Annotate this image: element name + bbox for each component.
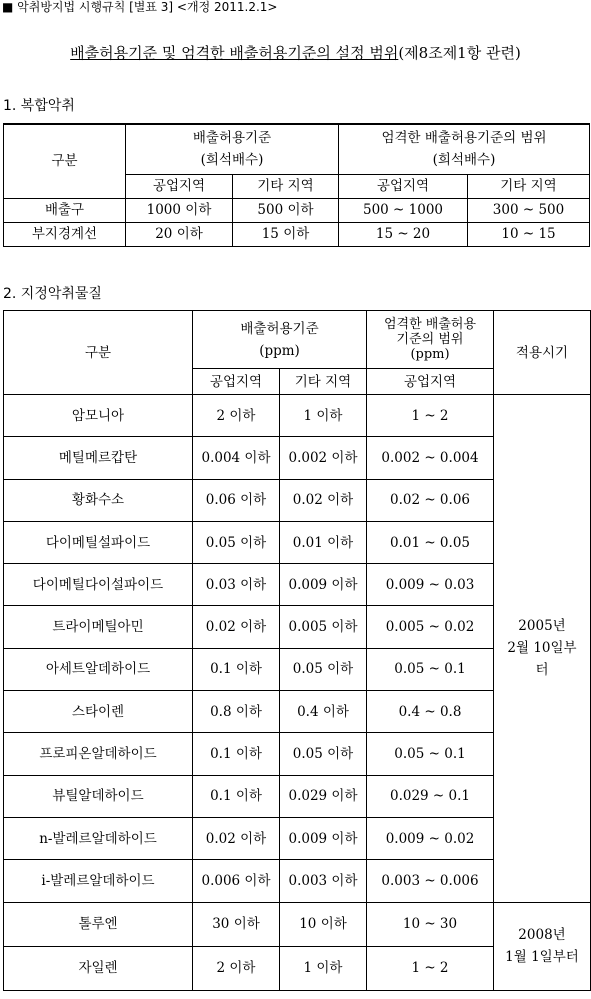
header-standard — [193, 311, 367, 369]
document-title — [0, 42, 591, 63]
table-cell: 암모니아 — [4, 395, 193, 437]
table-cell: 0.4 ~ 0.8 — [367, 691, 494, 733]
table-cell: 10 ~ 15 — [468, 222, 590, 246]
table-cell: 0.005 ~ 0.02 — [367, 606, 494, 648]
table-cell: 10 ~ 30 — [367, 902, 494, 946]
sub-other: 기타 지역 — [233, 174, 339, 198]
table-cell: 다이메틸다이설파이드 — [4, 564, 193, 606]
table-cell: 0.01 이하 — [280, 521, 367, 563]
table-cell: 15 ~ 20 — [339, 222, 468, 246]
cell-line: (희석배수) — [432, 152, 496, 169]
table-cell: 0.009 이하 — [280, 564, 367, 606]
table-cell: 0.05 ~ 0.1 — [367, 648, 494, 690]
table-cell: 2 이하 — [193, 395, 280, 437]
table-cell: 1 이하 — [280, 395, 367, 437]
apply-period-2005 — [494, 395, 591, 903]
title-reference: (제8조제1항 관련) — [398, 44, 521, 62]
table-cell: 300 ~ 500 — [468, 198, 590, 222]
section-1-heading: 1. 복합악취 — [3, 98, 75, 114]
table-cell: 메틸메르캅탄 — [4, 437, 193, 479]
header-standard — [126, 124, 339, 174]
table-cell: 배출구 — [4, 198, 126, 222]
table-cell: 0.1 이하 — [193, 648, 280, 690]
cell-line: 터 — [535, 662, 549, 679]
table-cell: 2 이하 — [193, 946, 280, 990]
document-header: ■ 악취방지법 시행규칙 [별표 3] <개정 2011.2.1> — [2, 0, 278, 14]
composite-odor-table — [3, 123, 590, 247]
table-cell: 0.006 이하 — [193, 860, 280, 902]
cell-line: (ppm) — [259, 342, 300, 359]
table-row — [4, 222, 590, 246]
table-cell: 0.05 이하 — [280, 648, 367, 690]
cell-line: 기준의 범위 — [396, 332, 464, 347]
table-cell: 0.009 ~ 0.03 — [367, 564, 494, 606]
sub-other: 기타 지역 — [468, 174, 590, 198]
table-cell: 0.02 이하 — [193, 606, 280, 648]
table-cell: 0.003 ~ 0.006 — [367, 860, 494, 902]
table-cell: 부지경계선 — [4, 222, 126, 246]
table-cell: 0.009 이하 — [280, 817, 367, 859]
sub-strict-industrial: 공업지역 — [367, 369, 494, 395]
designated-odor-table — [3, 310, 591, 991]
table-cell: 30 이하 — [193, 902, 280, 946]
sub-other: 기타 지역 — [280, 369, 367, 395]
sub-industrial: 공업지역 — [126, 174, 233, 198]
cell-line: 배출허용기준 — [240, 320, 319, 337]
table-cell: 0.003 이하 — [280, 860, 367, 902]
table-cell: i-발레르알데하이드 — [4, 860, 193, 902]
table-cell: 1 ~ 2 — [367, 946, 494, 990]
cell-line: 배출허용기준 — [192, 130, 272, 147]
cell-line: 엄격한 배출허용기준의 범위 — [381, 130, 547, 147]
table-cell: 0.02 ~ 0.06 — [367, 479, 494, 521]
table-cell: 1000 이하 — [126, 198, 233, 222]
table-cell: 10 이하 — [280, 902, 367, 946]
cell-line: (희석배수) — [200, 152, 264, 169]
table-row — [4, 902, 591, 946]
table-cell: 0.1 이하 — [193, 733, 280, 775]
header-strict-range — [339, 124, 590, 174]
header-apply-period: 적용시기 — [494, 311, 591, 395]
table-cell: 0.8 이하 — [193, 691, 280, 733]
table-cell: 0.06 이하 — [193, 479, 280, 521]
title-main: 배출허용기준 및 엄격한 배출허용기준의 설정 범위 — [70, 44, 399, 62]
table-cell: 1 이하 — [280, 946, 367, 990]
cell-line: (ppm) — [410, 347, 450, 362]
table-cell: 0.02 이하 — [193, 817, 280, 859]
table-cell: 0.4 이하 — [280, 691, 367, 733]
cell-line: 2005년 — [518, 618, 566, 635]
table-cell: 트라이메틸아민 — [4, 606, 193, 648]
header-gubun: 구분 — [4, 311, 193, 395]
cell-line: 1월 1일부터 — [505, 949, 579, 966]
cell-line: 2008년 — [518, 927, 566, 944]
table-cell: 0.03 이하 — [193, 564, 280, 606]
table-cell: 0.029 이하 — [280, 775, 367, 817]
header-gubun: 구분 — [4, 124, 126, 198]
table-cell: n-발레르알데하이드 — [4, 817, 193, 859]
apply-period-2008 — [494, 902, 591, 990]
table-cell: 0.002 ~ 0.004 — [367, 437, 494, 479]
header-strict-range — [367, 311, 494, 369]
sub-industrial: 공업지역 — [339, 174, 468, 198]
table-cell: 500 ~ 1000 — [339, 198, 468, 222]
table-cell: 0.009 ~ 0.02 — [367, 817, 494, 859]
table-cell: 0.005 이하 — [280, 606, 367, 648]
section-2-heading: 2. 지정악취물질 — [3, 286, 102, 302]
sub-industrial: 공업지역 — [193, 369, 280, 395]
table-cell: 톨루엔 — [4, 902, 193, 946]
table-cell: 뷰틸알데하이드 — [4, 775, 193, 817]
cell-line: 2월 10일부 — [507, 640, 577, 657]
table-cell: 20 이하 — [126, 222, 233, 246]
table-cell: 1 ~ 2 — [367, 395, 494, 437]
table-cell: 아세트알데하이드 — [4, 648, 193, 690]
table-cell: 500 이하 — [233, 198, 339, 222]
table-cell: 0.004 이하 — [193, 437, 280, 479]
table-cell: 0.01 ~ 0.05 — [367, 521, 494, 563]
table-cell: 0.029 ~ 0.1 — [367, 775, 494, 817]
table-cell: 15 이하 — [233, 222, 339, 246]
table-cell: 다이메틸설파이드 — [4, 521, 193, 563]
table-cell: 0.1 이하 — [193, 775, 280, 817]
table-cell: 자일렌 — [4, 946, 193, 990]
table-row — [4, 395, 591, 437]
table-cell: 0.05 이하 — [280, 733, 367, 775]
table-cell: 스타이렌 — [4, 691, 193, 733]
table-cell: 0.05 ~ 0.1 — [367, 733, 494, 775]
table-cell: 0.002 이하 — [280, 437, 367, 479]
table-cell: 프로피온알데하이드 — [4, 733, 193, 775]
table-cell: 0.02 이하 — [280, 479, 367, 521]
cell-line: 엄격한 배출허용 — [383, 317, 477, 332]
table-cell: 0.05 이하 — [193, 521, 280, 563]
table-row — [4, 198, 590, 222]
table-cell: 황화수소 — [4, 479, 193, 521]
